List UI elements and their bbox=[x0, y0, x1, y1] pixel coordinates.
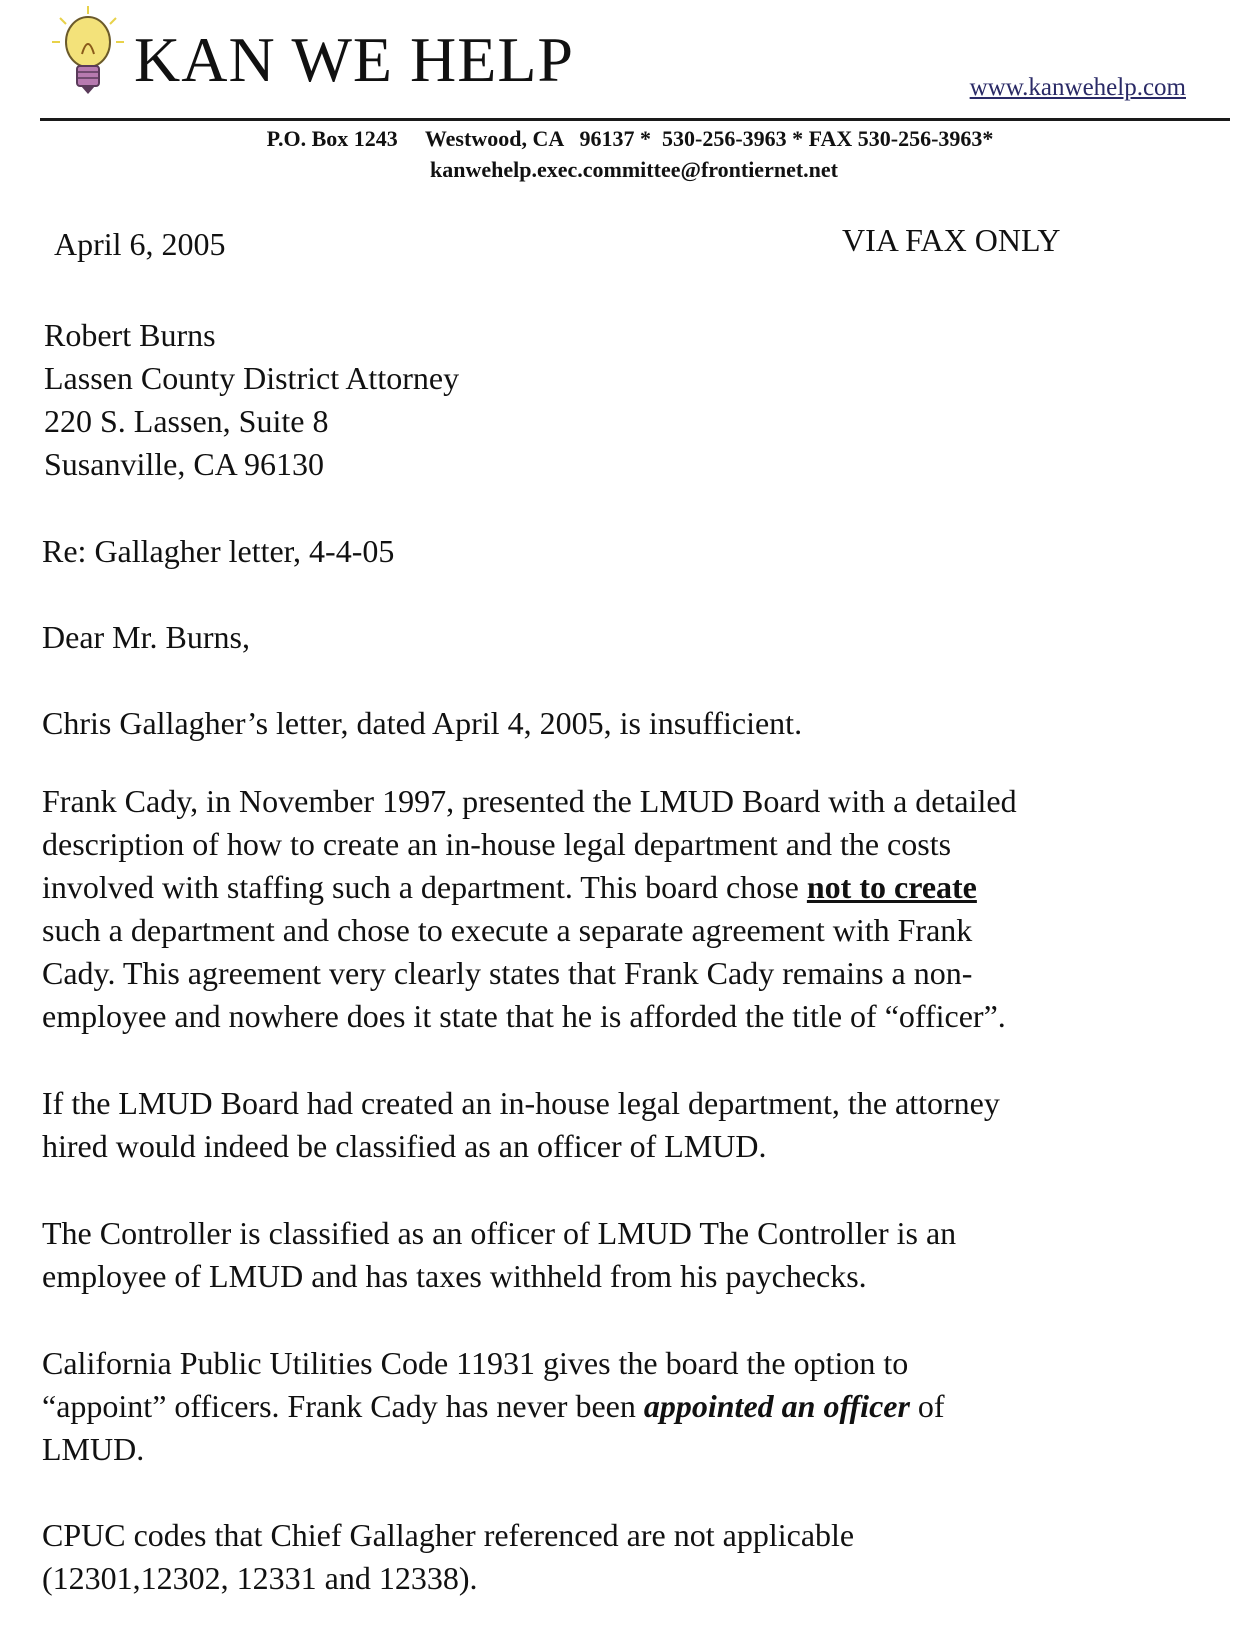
letterhead-email: kanwehelp.exec.committee@frontiernet.net bbox=[430, 157, 838, 182]
paragraph-5: California Public Utilities Code 11931 gives the board the option to “appoint” officers. Frank Cady has never been appointed an officer of LMUD. bbox=[42, 1345, 945, 1467]
recipient-city: Susanville, CA 96130 bbox=[44, 446, 325, 482]
emphasis-appointed-an-officer: appointed an officer bbox=[643, 1388, 910, 1424]
recipient-address bbox=[44, 314, 459, 486]
organization-name: KAN WE HELP bbox=[134, 24, 574, 95]
paragraph-1: Chris Gallagher’s letter, dated April 4, 2005, is insufficient. bbox=[42, 705, 803, 741]
recipient-street: 220 S. Lassen, Suite 8 bbox=[44, 403, 329, 439]
letterhead-address: P.O. Box 1243 Westwood, CA 96137 * 530-256-3963 * FAX 530-256-3963* bbox=[266, 126, 994, 151]
light-bulb-logo bbox=[48, 4, 128, 98]
delivery-method: VIA FAX ONLY bbox=[842, 222, 1061, 258]
paragraph-2: Frank Cady, in November 1997, presented the LMUD Board with a detailed description of how to create an in-house legal department and the costs involved with staffing such a department. This board chose not to create such a department and chose to execute a separate agreement with Frank Cady. This agreement very clearly states that Frank Cady remains a non- employee and nowhere does it state that he is afforded the title of “officer”. bbox=[42, 783, 1017, 1034]
website-link[interactable]: www.kanwehelp.com bbox=[969, 74, 1186, 101]
paragraph-6: CPUC codes that Chief Gallagher referenced are not applicable (12301,12302, 12331 and 12338). bbox=[42, 1517, 855, 1596]
paragraph-4: The Controller is classified as an officer of LMUD The Controller is an employee of LMUD and has taxes withheld from his paychecks. bbox=[42, 1215, 957, 1294]
recipient-name: Robert Burns bbox=[44, 317, 216, 353]
paragraph-3: If the LMUD Board had created an in-house legal department, the attorney hired would indeed be classified as an officer of LMUD. bbox=[42, 1085, 1000, 1164]
subject-line: Re: Gallagher letter, 4-4-05 bbox=[42, 533, 395, 569]
salutation: Dear Mr. Burns, bbox=[42, 619, 250, 655]
letter-date: April 6, 2005 bbox=[54, 226, 226, 262]
recipient-title: Lassen County District Attorney bbox=[44, 360, 460, 396]
letterhead-divider bbox=[40, 118, 1230, 121]
emphasis-not-to-create: not to create bbox=[806, 869, 977, 905]
